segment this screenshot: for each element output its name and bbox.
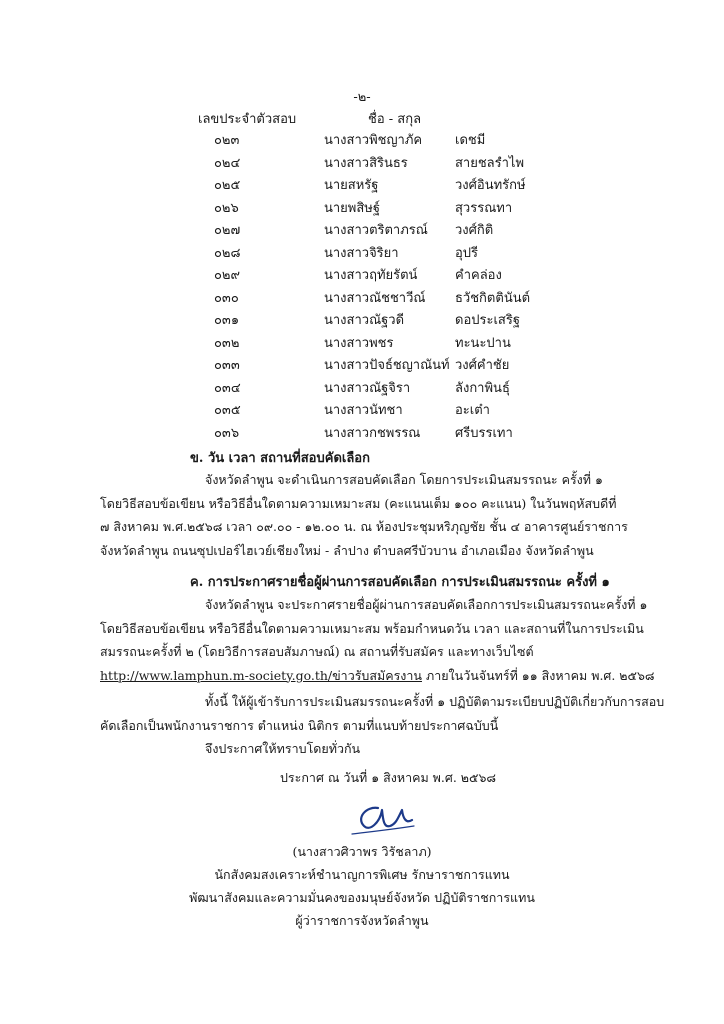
table-row (0, 197, 724, 219)
table-row (0, 152, 724, 174)
table-row (0, 377, 724, 399)
column-header-exam-id: เลขประจำตัวสอบ (198, 112, 297, 127)
last-name: วงศ์กิติ (455, 223, 494, 238)
last-name: อะเต๋า (455, 403, 490, 418)
section-c-line-3: สมรรถนะครั้งที่ ๒ (โดยวิธีการสอบสัมภาษณ์) ณ สถานที่รับสมัคร และทางเว็บไซต์ (100, 644, 534, 659)
signature-image (348, 796, 418, 842)
signer-name: (นางสาวศิวาพร วิรัชลาภ) (292, 844, 432, 859)
table-row (0, 264, 724, 286)
last-name: วงศ์คำชัย (455, 358, 510, 373)
closing-line-3: จึงประกาศให้ทราบโดยทั่วกัน (205, 741, 361, 756)
first-name: นางสาวณัชชาวีณ์ (324, 290, 426, 306)
last-name: ทะนะปาน (455, 335, 511, 351)
page-number: -๒- (353, 90, 371, 105)
first-name: นายสหรัฐ (324, 178, 379, 193)
first-name: นางสาวกชพรรณ (324, 425, 421, 441)
table-row (0, 332, 724, 354)
section-c-line-4 (100, 664, 655, 688)
last-name: วงศ์อินทรักษ์ (455, 178, 526, 193)
last-name: อุปรี (455, 245, 479, 261)
closing-line-1: ทั้งนี้ ให้ผู้เข้ารับการประเมินสมรรถนะครั้งที่ ๑ ปฏิบัติตามระเบียบปฏิบัติเกี่ยวกับการสอบ (205, 694, 665, 709)
first-name: นางสาวพิชญาภัค (324, 133, 423, 148)
last-name: สุวรรณทา (455, 200, 513, 216)
first-name: นางสาวนัทชา (324, 403, 403, 418)
section-c-title: ค. การประกาศรายชื่อผู้ผ่านการสอบคัดเลือก การประเมินสมรรถนะ ครั้งที่ ๑ (190, 575, 610, 590)
exam-id: ๐๓๖ (214, 425, 240, 441)
exam-id: ๐๓๐ (214, 290, 239, 306)
section-b-title: ข. วัน เวลา สถานที่สอบคัดเลือก (190, 451, 370, 466)
section-b-line-1: จังหวัดลำพูน จะดำเนินการสอบคัดเลือก โดยการประเมินสมรรถนะ ครั้งที่ ๑ (205, 472, 603, 487)
exam-id: ๐๓๕ (214, 403, 241, 418)
signer-title-2: พัฒนาสังคมและความมั่นคงของมนุษย์จังหวัด ปฏิบัติราชการแทน (189, 890, 535, 905)
exam-id: ๐๓๑ (214, 313, 240, 328)
section-b-line-3: ๗ สิงหาคม พ.ศ.๒๕๖๘ เวลา ๐๙.๐๐ - ๑๒.๐๐ น. ณ ห้องประชุมหริภุญชัย ชั้น ๔ อาคารศูนย์ราชการ (100, 519, 628, 534)
first-name: นางสาวพชร (324, 335, 394, 351)
table-row (0, 219, 724, 241)
first-name: นางสาวปัจธ์ชญาณันท์ (324, 358, 450, 373)
table-row (0, 309, 724, 331)
closing-line-2: คัดเลือกเป็นพนักงานราชการ ตำแหน่ง นิติกร ตามที่แนบท้ายประกาศฉบับนี้ (100, 717, 499, 733)
last-name: ดอประเสริฐ (455, 313, 520, 328)
table-row (0, 287, 724, 309)
first-name: นางสาวณัฐวดี (324, 313, 405, 328)
section-b-line-4: จังหวัดลำพูน ถนนซุปเปอร์ไฮเวย์เชียงใหม่ - ลำปาง ตำบลศรีบัวบาน อำเภอเมือง จังหวัดลำพูน (100, 542, 594, 558)
first-name: นางสาวจิริยา (324, 245, 399, 261)
column-header-name: ชื่อ - สกุล (368, 112, 422, 127)
last-name: คำคล่อง (455, 268, 502, 283)
section-b-line-2: โดยวิธีสอบข้อเขียน หรือวิธีอื่นใดตามความเหมาะสม (คะแนนเต็ม ๑๐๐ คะแนน) ในวันพฤหัสบดีที่ (100, 495, 617, 511)
exam-id: ๐๒๙ (214, 268, 241, 283)
exam-id: ๐๓๔ (214, 380, 241, 396)
exam-id: ๐๒๗ (214, 223, 241, 238)
last-name: ธวัชกิตตินันต์ (455, 290, 531, 306)
announcement-deadline: ภายในวันจันทร์ที่ ๑๑ สิงหาคม พ.ศ. ๒๕๖๘ (421, 667, 655, 683)
table-row (0, 354, 724, 376)
jobs-news-link[interactable]: http://www.lamphun.m-society.go.th/ข่าวรับสมัครงาน (100, 667, 422, 683)
announce-date: ประกาศ ณ วันที่ ๑ สิงหาคม พ.ศ. ๒๕๖๘ (280, 770, 497, 785)
table-row (0, 174, 724, 196)
table-row (0, 399, 724, 421)
exam-id: ๐๒๔ (214, 155, 241, 171)
table-row (0, 422, 724, 444)
first-name: นายพสิษฐ์ (324, 200, 381, 216)
exam-id: ๐๓๓ (214, 358, 240, 373)
first-name: นางสาวณัฐจิรา (324, 380, 411, 396)
exam-id: ๐๒๘ (214, 245, 241, 261)
section-c-line-2: โดยวิธีสอบข้อเขียน หรือวิธีอื่นใดตามความเหมาะสม พร้อมกำหนดวัน เวลา และสถานที่ในการประเมิน (100, 620, 644, 636)
first-name: นางสาวสิรินธร (324, 155, 408, 171)
exam-id: ๐๒๓ (214, 133, 240, 148)
exam-id: ๐๒๕ (214, 178, 241, 193)
table-row (0, 242, 724, 264)
table-row (0, 129, 724, 151)
exam-id: ๐๓๒ (214, 335, 240, 351)
first-name: นางสาวตริตาภรณ์ (324, 223, 428, 238)
first-name: นางสาวฤทัยรัตน์ (324, 268, 418, 283)
signer-title-1: นักสังคมสงเคราะห์ชำนาญการพิเศษ รักษาราชการแทน (214, 867, 510, 882)
last-name: ลังกาพินธุ์ (455, 380, 510, 396)
last-name: ศรีบรรเทา (455, 425, 513, 441)
last-name: สายชลรำไพ (455, 155, 525, 171)
signer-title-3: ผู้ว่าราชการจังหวัดลำพูน (295, 913, 429, 928)
section-c-line-1: จังหวัดลำพูน จะประกาศรายชื่อผู้ผ่านการสอบคัดเลือกการประเมินสมรรถนะครั้งที่ ๑ (205, 597, 648, 612)
exam-id: ๐๒๖ (214, 200, 239, 216)
last-name: เดชมี (455, 133, 486, 148)
